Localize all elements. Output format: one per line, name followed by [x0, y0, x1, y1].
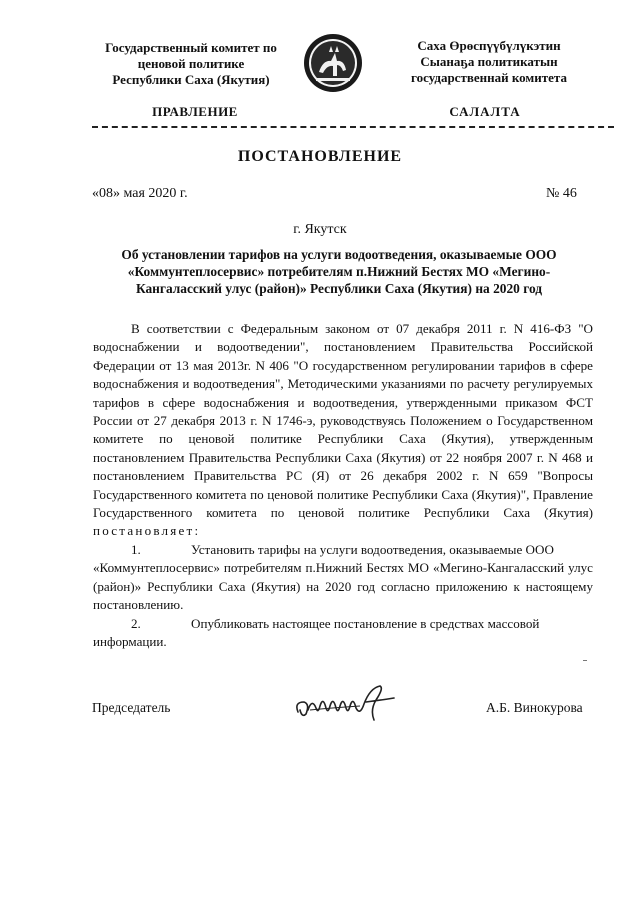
- item-number: 2.: [131, 615, 141, 631]
- header-left-line: Государственный комитет по: [105, 40, 277, 55]
- signatory-role: Председатель: [92, 700, 171, 715]
- header-left-line: ценовой политике: [137, 56, 245, 71]
- document-subject: Об установлении тарифов на услуги водоотведения, оказываемые ООО «Коммунтеплосервис» потребителям п.Нижний Бестях МО «Мегино-Кангаласский улус (район)» Республики Саха (Якутия) на 2020 год: [121, 247, 557, 296]
- header-right-line: Саха Өрөспүүбүлүкэтин: [417, 38, 561, 53]
- scan-mark: [583, 660, 587, 661]
- preamble-text: В соответствии с Федеральным законом от 07 декабря 2011 г. N 416-ФЗ "О водоснабжении и водоотведении", постановлением Правительства Российской Федерации от 13 мая 2013г. N 406 "О государственном регулировании тарифов в сфере водоснабжения и водоотведения", Методическими указаниями по расчету регулируемых тарифов в сфере водоснабжения и водоотведения, утвержденными приказом ФСТ России от 27 декабря 2013 г. N 1746-э, руководствуясь Положением о Государственном комитете по ценовой политике Республики Саха (Якутия), утвержденным постановлением Правительства Республики Саха (Якутия) от 22 ноября 2007 г. N 468 и постановлением Правительства РС (Я) от 26 декабря 2002 г. N 659 "Вопросы Государственного комитета по ценовой политике Республики Саха (Якутия)", Правление Государственного комитета по ценовой политике Республики Саха (Якутия): [93, 321, 593, 521]
- board-label-ru: ПРАВЛЕНИЕ: [152, 104, 238, 119]
- document-body: [93, 320, 593, 651]
- document-date: «08» мая 2020 г.: [92, 186, 188, 201]
- list-item: [93, 541, 593, 615]
- header-right-org: [384, 38, 594, 86]
- document-number: № 46: [546, 186, 577, 201]
- document-title: ПОСТАНОВЛЕНИЕ: [237, 148, 403, 165]
- item-number: 1.: [131, 541, 141, 557]
- item-first-line: Установить тарифы на услуги водоотведения, оказываемые ООО: [191, 541, 554, 557]
- resolves-text: постановляет:: [93, 523, 201, 539]
- handwritten-signature: [290, 680, 410, 726]
- list-item: [93, 615, 593, 652]
- item-continuation: информации.: [93, 633, 167, 649]
- header-left-org: [86, 40, 296, 88]
- header-left-line: Республики Саха (Якутия): [112, 72, 270, 87]
- document-city: г. Якутск: [293, 222, 347, 237]
- header-right-line: государственнай комитета: [411, 70, 567, 85]
- header-divider: [92, 126, 614, 128]
- sakha-coat-of-arms-icon: [302, 32, 364, 94]
- header-right-line: Сыанаҕа политикатын: [420, 54, 558, 69]
- signatory-name: А.Б. Винокурова: [486, 700, 583, 715]
- item-continuation: «Коммунтеплосервис» потребителям п.Нижний Бестях МО «Мегино-Кангаласский улус (район)» Республики Саха (Якутия) на 2020 год согласно приложению к настоящему постановлению.: [93, 560, 593, 613]
- item-first-line: Опубликовать настоящее постановление в средствах массовой: [191, 615, 540, 631]
- preamble-paragraph: [93, 320, 593, 541]
- board-label-sakha: САЛАЛТА: [449, 104, 521, 119]
